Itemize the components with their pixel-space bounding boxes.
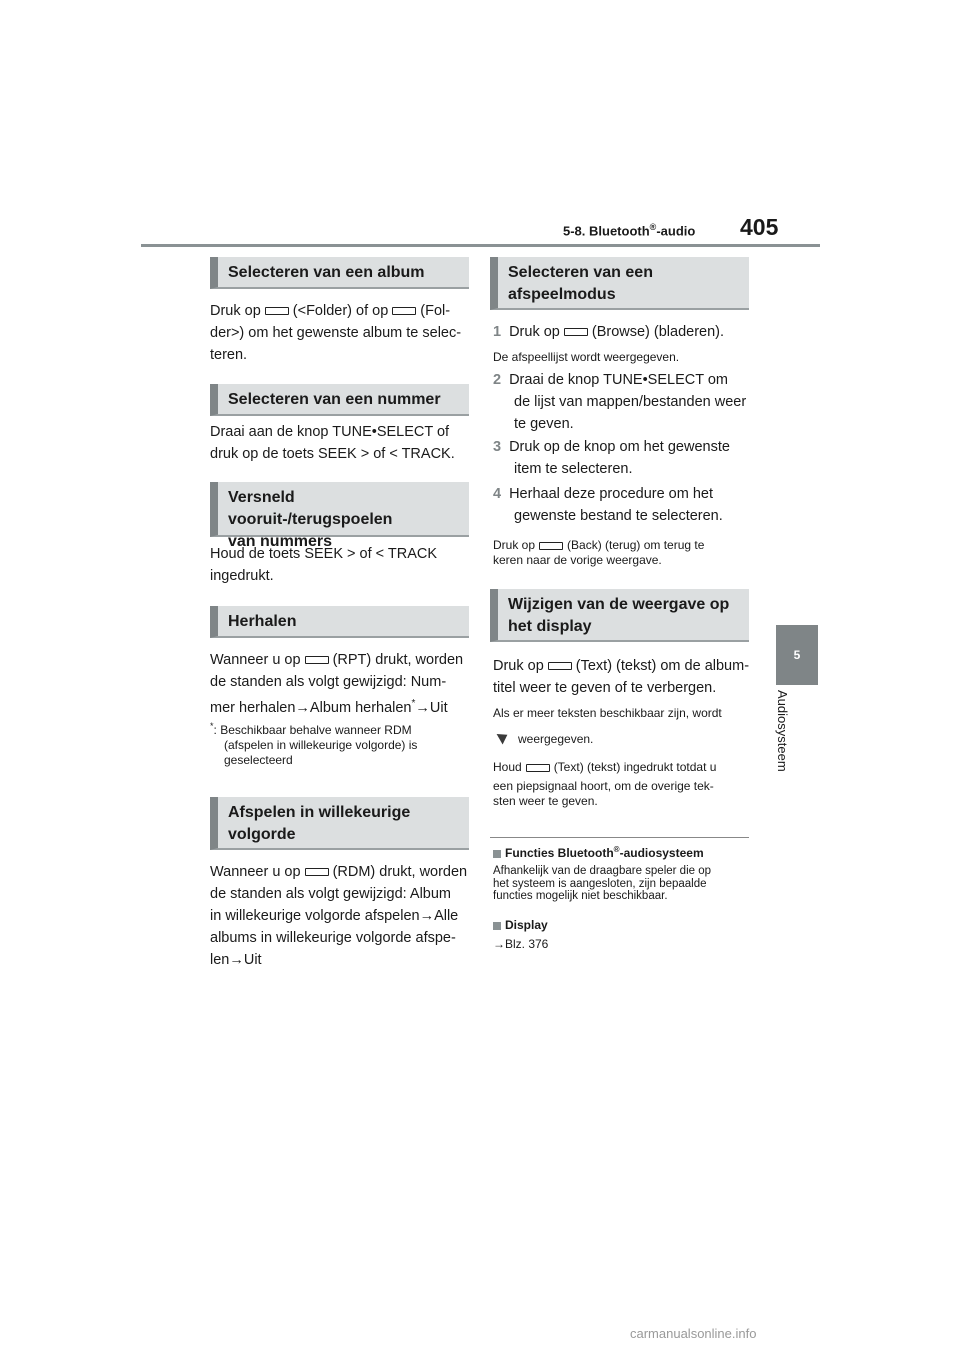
heading-display-change: Wijzigen van de weergave op het display — [490, 589, 749, 642]
button-icon — [539, 542, 563, 550]
track-text: Draai aan de knop TUNE•SELECT of druk op de toets SEEK > of < TRACK. — [210, 424, 455, 462]
step-2: 2 Draai de knop TUNE•SELECT om de lijst van mappen/bestanden weer te geven. — [493, 372, 747, 432]
step-4: 4 Herhaal deze procedure om het gewenste bestand te selecteren. — [493, 486, 723, 524]
functions-title: Functies Bluetooth®-audiosysteem — [493, 845, 753, 860]
section-title: 5-8. Bluetooth®-audio — [563, 222, 696, 239]
heading-select-track: Selecteren van een nummer — [210, 384, 469, 416]
display-ref-link[interactable]: →Blz. 376 — [493, 937, 549, 951]
button-icon — [265, 307, 289, 315]
step-1: 1 Druk op (Browse) (bladeren). — [493, 324, 725, 340]
display-note: Als er meer teksten beschikbaar zijn, wordt weergegeven. Houd (Text) (tekst) ingedrukt totdat u een piepsignaal hoort, om de overige tek- sten weer te geven. — [493, 706, 722, 808]
playlist-note: De afspeellijst wordt weergegeven. — [493, 350, 680, 364]
chapter-label: Audiosysteem — [775, 690, 790, 772]
divider — [490, 837, 749, 838]
random-text: Wanneer u op (RDM) drukt, worden de standen als volgt gewijzigd: Album in willekeurige volgorde afspelen→Alle albums in willekeurige volgorde afspe- len→Uit — [210, 864, 468, 968]
step-3: 3 Druk op de knop om het gewenste item te selecteren. — [493, 439, 730, 477]
button-icon — [305, 868, 329, 876]
watermark: carmanualsonline.info — [630, 1326, 757, 1341]
display-text: Druk op (Text) (tekst) om de album- titel weer te geven of te verbergen. — [493, 658, 750, 696]
heading-select-album: Selecteren van een album — [210, 257, 469, 289]
display-ref-title: Display — [493, 918, 753, 932]
heading-random: Afspelen in willekeurige volgorde — [210, 797, 469, 850]
heading-playmode: Selecteren van een afspeelmodus — [490, 257, 749, 310]
button-icon — [392, 307, 416, 315]
square-bullet-icon — [493, 850, 501, 858]
button-icon — [526, 764, 550, 772]
chapter-tab[interactable]: 5 — [776, 625, 818, 685]
ffrw-text: Houd de toets SEEK > of < TRACK ingedrukt. — [210, 546, 438, 584]
button-icon — [305, 656, 329, 664]
arrow-icon — [497, 730, 511, 745]
heading-ffrw: Versneld vooruit-/terugspoelen van nummers — [210, 482, 469, 537]
header-rule — [141, 244, 820, 247]
repeat-text: Wanneer u op (RPT) drukt, worden de standen als volgt gewijzigd: Num- mer herhalen→Album herhalen*→Uit — [210, 652, 464, 716]
button-icon — [548, 662, 572, 670]
album-text: Druk op (<Folder) of op (Fol- der>) om het gewenste album te selec- teren. — [210, 303, 462, 363]
square-bullet-icon — [493, 922, 501, 930]
button-icon — [564, 328, 588, 336]
functions-text: Afhankelijk van de draagbare speler die op het systeem is aangesloten, zijn bepaalde functies mogelijk niet beschikbaar. — [493, 865, 712, 902]
repeat-footnote: *: Beschikbaar behalve wanneer RDM (afspelen in willekeurige volgorde) is geselecteerd — [210, 721, 418, 767]
back-note: Druk op (Back) (terug) om terug te keren naar de vorige weergave. — [493, 538, 705, 567]
page-number: 405 — [740, 214, 779, 240]
heading-repeat: Herhalen — [210, 606, 469, 638]
